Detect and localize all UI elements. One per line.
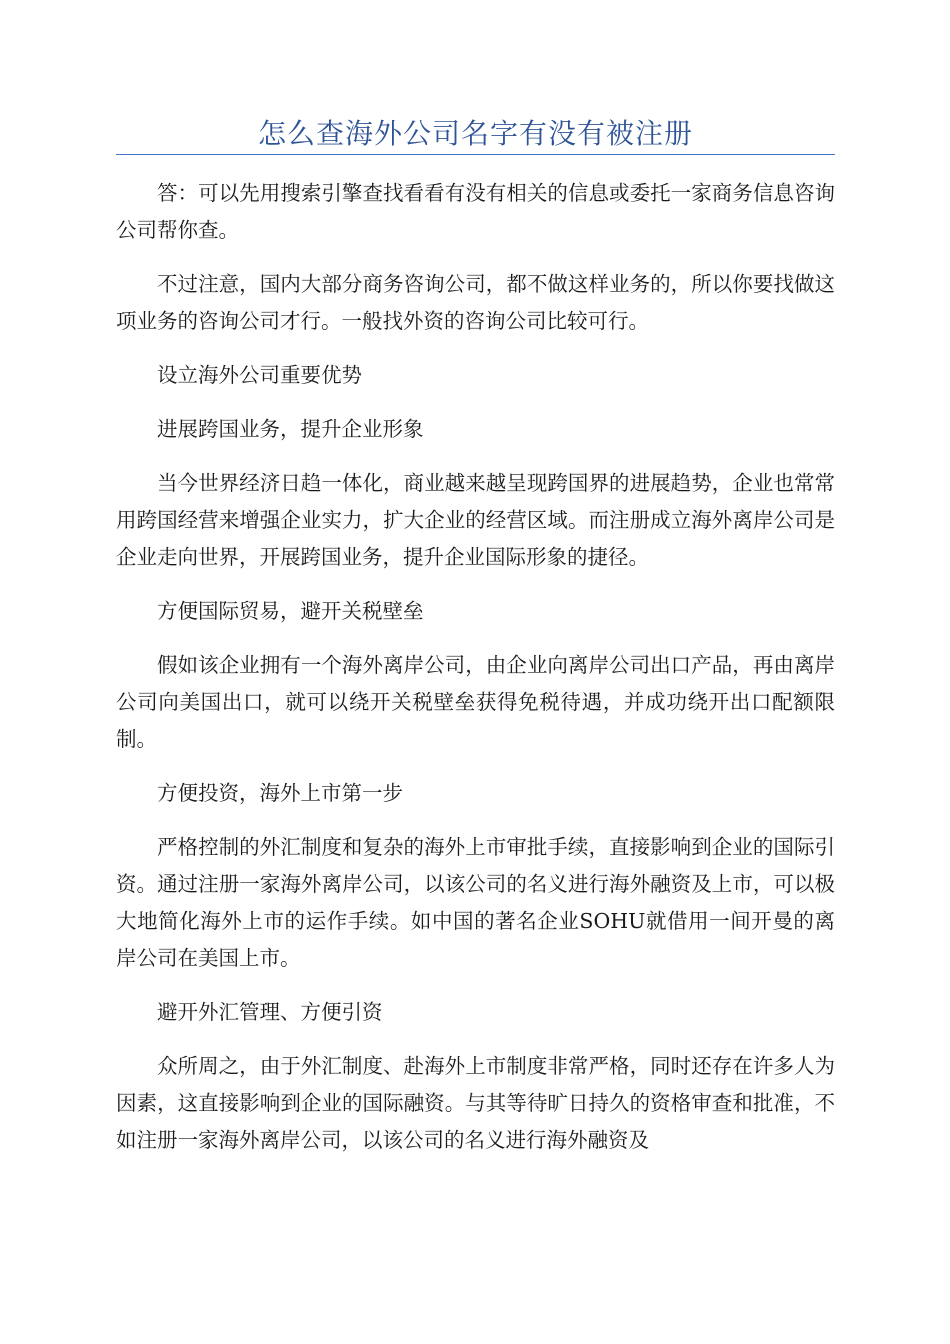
subheading-trade: 方便国际贸易，避开关税壁垒 bbox=[157, 599, 424, 623]
note-paragraph: 不过注意，国内大部分商务咨询公司，都不做这样业务的，所以你要找做这项业务的咨询公司才行。一般找外资的咨询公司比较可行。 bbox=[116, 272, 835, 333]
document-title: 怎么查海外公司名字有没有被注册 bbox=[257, 117, 693, 150]
subheading-investment: 方便投资，海外上市第一步 bbox=[157, 781, 403, 805]
title-underline bbox=[116, 154, 835, 155]
paragraph-trade: 假如该企业拥有一个海外离岸公司，由企业向离岸公司出口产品，再由离岸公司向美国出口，就可以绕开关税壁垒获得免税待遇，并成功绕开出口配额限制。 bbox=[116, 653, 835, 751]
subheading-forex: 避开外汇管理、方便引资 bbox=[157, 1000, 383, 1024]
paragraph-investment: 严格控制的外汇制度和复杂的海外上市审批手续，直接影响到企业的国际引资。通过注册一家海外离岸公司，以该公司的名义进行海外融资及上市，可以极大地简化海外上市的运作手续。如中国的著名企业SOHU就借用一间开曼的离岸公司在美国上市。 bbox=[116, 835, 835, 970]
document-body bbox=[116, 175, 835, 1176]
paragraph-forex: 众所周之，由于外汇制度、赴海外上市制度非常严格，同时还存在许多人为因素，这直接影响到企业的国际融资。与其等待旷日持久的资格审查和批准，不如注册一家海外离岸公司，以该公司的名义进行海外融资及 bbox=[116, 1054, 835, 1152]
section-heading-advantages: 设立海外公司重要优势 bbox=[157, 363, 362, 387]
paragraph-cross-border: 当今世界经济日趋一体化，商业越来越呈现跨国界的进展趋势，企业也常常用跨国经营来增强企业实力，扩大企业的经营区域。而注册成立海外离岸公司是企业走向世界，开展跨国业务，提升企业国际形象的捷径。 bbox=[116, 471, 835, 569]
subheading-cross-border: 进展跨国业务，提升企业形象 bbox=[157, 417, 424, 441]
answer-paragraph: 答：可以先用搜索引擎查找看看有没有相关的信息或委托一家商务信息咨询公司帮你查。 bbox=[116, 181, 835, 242]
